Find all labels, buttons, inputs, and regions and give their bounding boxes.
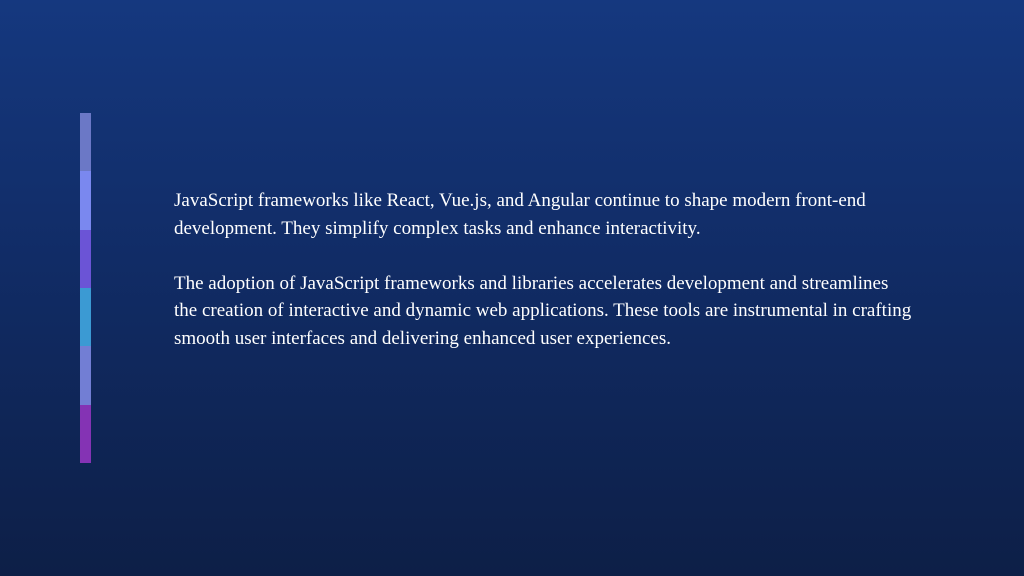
accent-segment-2 xyxy=(80,171,91,229)
accent-bar xyxy=(80,113,91,463)
accent-segment-3 xyxy=(80,230,91,288)
body-text xyxy=(174,187,914,352)
accent-segment-6 xyxy=(80,405,91,463)
accent-segment-1 xyxy=(80,113,91,171)
paragraph-intro: JavaScript frameworks like React, Vue.js, and Angular continue to shape modern front-end development. They simplify complex tasks and enhance interactivity. xyxy=(174,190,866,239)
accent-segment-4 xyxy=(80,288,91,346)
paragraph-adoption: The adoption of JavaScript frameworks and libraries accelerates development and streamlines the creation of interactive and dynamic web applications. These tools are instrumental in crafting smooth user interfaces and delivering enhanced user experiences. xyxy=(174,272,912,349)
accent-segment-5 xyxy=(80,346,91,404)
